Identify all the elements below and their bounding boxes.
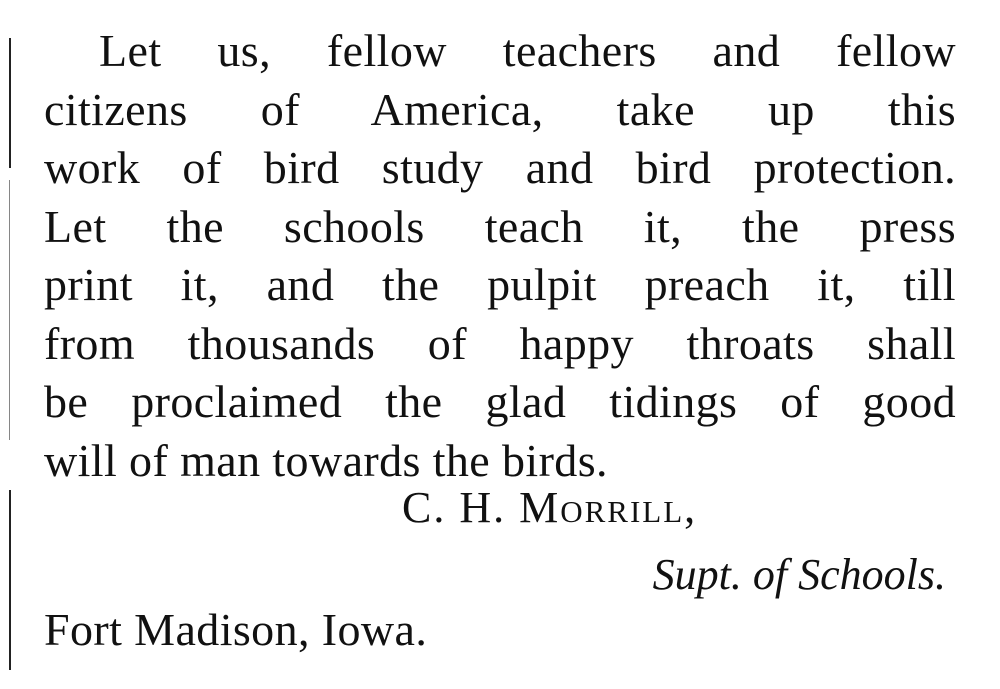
paragraph-line: Let the schools teach it, the press xyxy=(44,200,956,252)
margin-rule xyxy=(9,180,10,440)
signature-surname: Morrill, xyxy=(519,483,698,532)
margin-rule xyxy=(9,490,11,670)
margin-rule xyxy=(9,38,11,168)
body-paragraph xyxy=(44,22,956,490)
paragraph-line: from thousands of happy throats shall xyxy=(44,317,956,369)
signature-name xyxy=(402,482,697,533)
paragraph-line: will of man towards the birds. xyxy=(44,434,608,486)
place-line: Fort Madison, Iowa. xyxy=(44,604,428,655)
paragraph-line: Let us, fellow teachers and fellow xyxy=(99,25,956,76)
paragraph-line: print it, and the pulpit preach it, till xyxy=(44,259,956,310)
signature-initials: C. H. xyxy=(402,483,520,532)
paragraph-line: be proclaimed the glad tidings of good xyxy=(44,376,956,427)
paragraph-line: citizens of America, take up this xyxy=(44,83,956,135)
signature-title: Supt. of Schools. xyxy=(652,550,946,599)
paragraph-line: work of bird study and bird protection. xyxy=(44,142,956,193)
